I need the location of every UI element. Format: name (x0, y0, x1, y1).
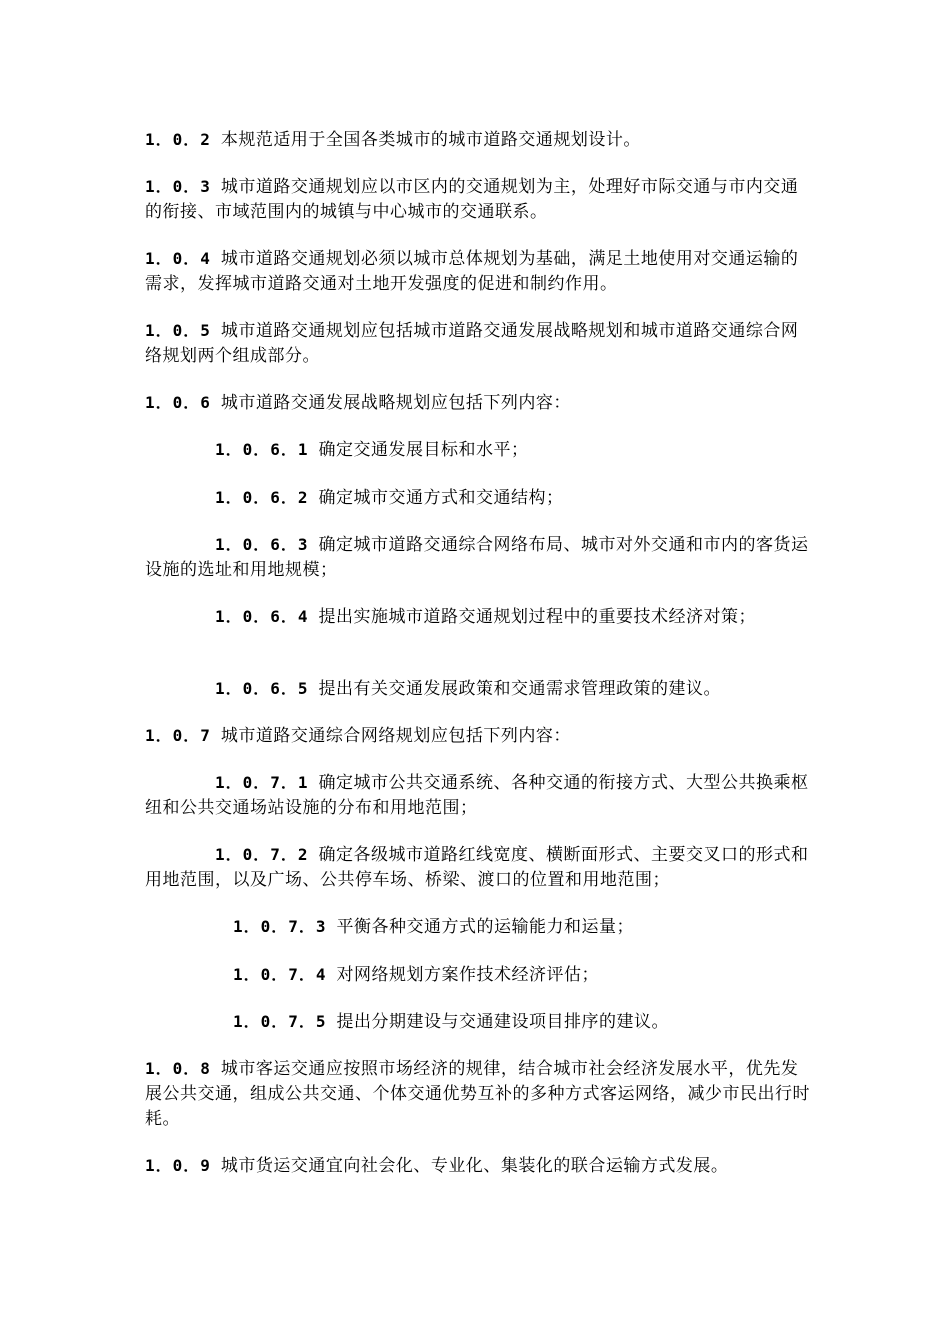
clause-text: 城市道路交通规划必须以城市总体规划为基础，满足土地使用对交通运输的需求，发挥城市道路交通对土地开发强度的促进和制约作用。 (145, 249, 799, 294)
clause-1-0-7-1 (145, 770, 815, 821)
clause-text: 提出实施城市道路交通规划过程中的重要技术经济对策； (318, 607, 757, 627)
clause-1-0-6-5 (145, 676, 815, 702)
clause-1-0-7-3 (145, 914, 815, 940)
clause-1-0-7-5 (145, 1009, 815, 1035)
clause-1-0-6 (145, 390, 815, 416)
clause-text: 城市道路交通规划应包括城市道路交通发展战略规划和城市道路交通综合网络规划两个组成部分。 (145, 321, 799, 366)
clause-1-0-7-2 (145, 842, 815, 893)
clause-text: 城市客运交通应按照市场经济的规律，结合城市社会经济发展水平，优先发展公共交通，组成公共交通、个体交通优势互补的多种方式客运网络，减少市民出行时耗。 (145, 1059, 810, 1129)
clause-text: 城市道路交通规划应以市区内的交通规划为主，处理好市际交通与市内交通的衔接、市域范围内的城镇与中心城市的交通联系。 (145, 177, 799, 222)
clause-1-0-3 (145, 174, 815, 225)
clause-1-0-6-4 (145, 604, 815, 630)
clause-number: 1．0．7 (145, 726, 211, 745)
clause-1-0-7-4 (145, 962, 815, 988)
clause-number: 1．0．5 (145, 321, 211, 340)
clause-number: 1．0．4 (145, 249, 211, 268)
clause-text: 确定城市公共交通系统、各种交通的衔接方式、大型公共换乘枢纽和公共交通场站设施的分布和用地范围； (145, 773, 809, 818)
clause-number: 1．0．7．1 (215, 773, 309, 792)
clause-text: 确定城市道路交通综合网络布局、城市对外交通和市内的客货运设施的选址和用地规模； (145, 535, 809, 580)
clause-number: 1．0．7．4 (233, 965, 327, 984)
clause-text: 平衡各种交通方式的运输能力和运量； (336, 917, 635, 937)
clause-1-0-5 (145, 318, 815, 369)
clause-number: 1．0．8 (145, 1059, 211, 1078)
clause-1-0-8 (145, 1056, 815, 1132)
clause-number: 1．0．9 (145, 1156, 211, 1175)
clause-1-0-4 (145, 246, 815, 297)
clause-text: 提出分期建设与交通建设项目排序的建议。 (336, 1012, 670, 1032)
clause-number: 1．0．7．2 (215, 845, 309, 864)
clause-text: 城市道路交通发展战略规划应包括下列内容： (220, 393, 571, 413)
clause-1-0-6-3 (145, 532, 815, 583)
clause-number: 1．0．7．3 (233, 917, 327, 936)
clause-text: 对网络规划方案作技术经济评估； (336, 965, 600, 985)
clause-number: 1．0．7．5 (233, 1012, 327, 1031)
clause-number: 1．0．3 (145, 177, 211, 196)
clause-text: 确定交通发展目标和水平； (318, 440, 529, 460)
clause-text: 城市货运交通宜向社会化、专业化、集装化的联合运输方式发展。 (220, 1156, 729, 1176)
clause-text: 确定城市交通方式和交通结构； (318, 488, 564, 508)
clause-1-0-7 (145, 723, 815, 749)
clause-1-0-6-2 (145, 485, 815, 511)
clause-1-0-9 (145, 1153, 815, 1179)
clause-number: 1．0．6．4 (215, 607, 309, 626)
clause-number: 1．0．2 (145, 130, 211, 149)
clause-number: 1．0．6 (145, 393, 211, 412)
clause-1-0-6-1 (145, 437, 815, 463)
clause-number: 1．0．6．1 (215, 440, 309, 459)
clause-number: 1．0．6．3 (215, 535, 309, 554)
clause-1-0-2 (145, 127, 815, 153)
clause-text: 本规范适用于全国各类城市的城市道路交通规划设计。 (220, 130, 641, 150)
clause-number: 1．0．6．2 (215, 488, 309, 507)
clause-number: 1．0．6．5 (215, 679, 309, 698)
clause-text: 确定各级城市道路红线宽度、横断面形式、主要交叉口的形式和用地范围，以及广场、公共停车场、桥梁、渡口的位置和用地范围； (145, 845, 809, 890)
clause-text: 城市道路交通综合网络规划应包括下列内容： (220, 726, 571, 746)
clause-text: 提出有关交通发展政策和交通需求管理政策的建议。 (318, 679, 722, 699)
